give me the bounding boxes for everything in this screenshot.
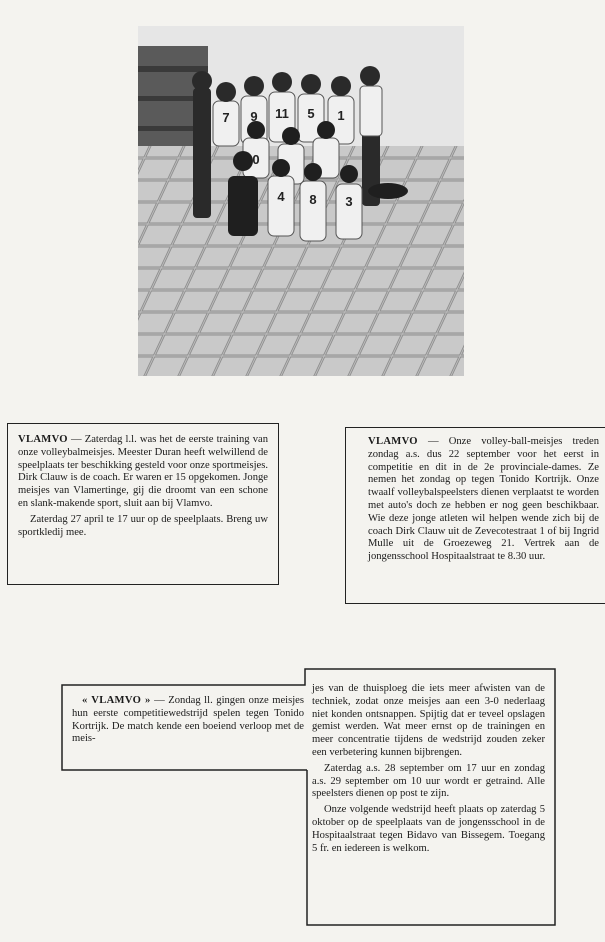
- jersey-number: 3: [345, 194, 353, 209]
- jersey-number: 5: [307, 106, 315, 121]
- clipping-paragraph: Zaterdag 27 april te 17 uur op de speelplaats. Breng uw sportkledij mee.: [18, 513, 268, 538]
- clipping-paragraph: [18, 434, 268, 511]
- clipping-lead: VLAMVO: [18, 434, 68, 445]
- clipping-lead: « VLAMVO »: [82, 695, 151, 706]
- clipping-training-announcement: [7, 423, 279, 585]
- jersey-number: 1: [337, 108, 345, 123]
- team-photo-image: [138, 26, 464, 376]
- jersey-number: 7: [222, 110, 230, 125]
- clipping-text: — Onze volley-ball-meisjes treden zondag a.s. dus 22 september voor het eerst in competitie en dit in de 2e provinciale-dames. Ze nemen het zondag op tegen Tonido Kortrijk. Onze twaalf volleybalspeelsters dienen verplaatst te worden met auto's doch ze hebben er nog geen beschikbaar. Wie deze jonge atleten wil helpen wende zich bij de coach Dirk Clauw uit de Zevecotestraat 1 of bij Ingrid Mulle uit de Groezeweg 21. Vertrek aan de jongensschool Hospitaalstraat te 8.30 uur.: [368, 436, 599, 563]
- clipping-paragraph: [368, 436, 599, 564]
- clipping-text: — Zaterdag l.l. was het de eerste training van onze volleybalmeisjes. Meester Duran heeft welwillend de speelplaats ter beschikking gesteld voor onze sportmeisjes. Dirk Clauw is de coach. Er waren er 15 opgekomen. Jonge meisjes van Vlamertinge, gij die droomt van een schone en slank-makende sport, sluit aan bij Vlamvo.: [18, 434, 268, 509]
- clipping-paragraph: Zaterdag a.s. 28 september om 17 uur en zondag a.s. 29 september om 10 uur wordt er getraind. Alle speelsters dienen op post te zijn.: [312, 762, 545, 800]
- jersey-number: 9: [250, 109, 258, 124]
- clipping-lead: VLAMVO: [368, 436, 418, 447]
- jersey-number: 4: [277, 189, 285, 204]
- clipping-match-report-left: [72, 695, 304, 755]
- clipping-competition-announcement: [345, 427, 605, 604]
- jersey-number: 11: [275, 106, 289, 121]
- clipping-paragraph: jes van de thuisploeg die iets meer afwisten van de techniek, zodat onze meisjes aan een 3-0 nederlaag niet konden ontsnappen. Spijtig dat er teveel opslagen gemist werden. Wat meer ernst op de trainingen en meer concentratie tijdens de wedstrijd zouden zeker een verbetering kunnen bijbrengen.: [312, 683, 545, 758]
- clipping-paragraph: Onze volgende wedstrijd heeft plaats op zaterdag 5 oktober op de speelplaats van de jongensschool in de Hospitaalstraat tegen Bidavo van Bissegem. Toegang 5 fr. en iedereen is welkom.: [312, 804, 545, 854]
- team-photo: [138, 26, 464, 376]
- clipping-paragraph: [72, 695, 304, 746]
- jersey-number: 8: [309, 192, 317, 207]
- clipping-match-report-right: [312, 683, 545, 915]
- clipping-text: — Zondag ll. gingen onze meisjes hun eerste competitiewedstrijd spelen tegen Tonido Kortrijk. De match kende een boeiend verloop met de meis-: [72, 695, 304, 745]
- jersey-number: 0: [252, 152, 260, 167]
